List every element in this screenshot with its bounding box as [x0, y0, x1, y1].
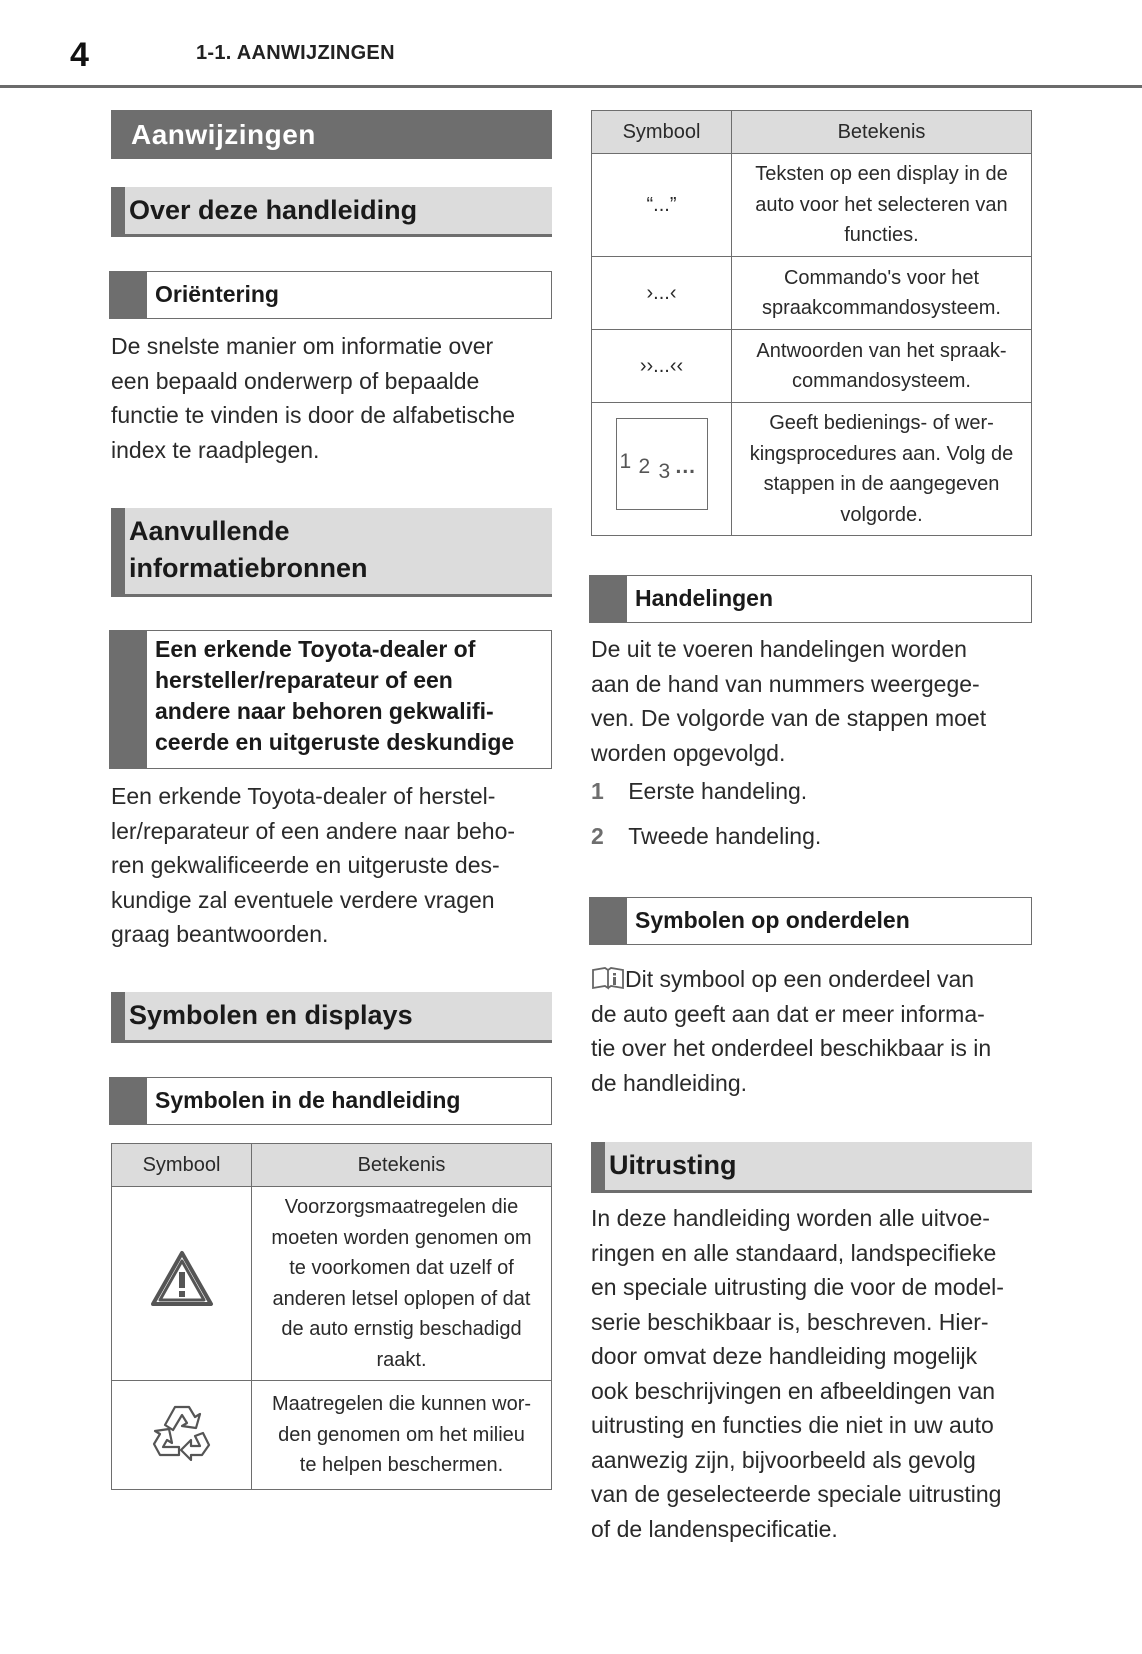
step-text: Tweede handeling. [628, 823, 822, 849]
text-line: ren gekwalificeerde en uitgeruste des- [111, 852, 500, 878]
symbol-cell [592, 403, 732, 536]
symbol-cell: “...” [592, 154, 732, 257]
text-line: worden opgevolgd. [591, 739, 786, 766]
symbol-cell [112, 1381, 252, 1490]
text-line: ler/reparateur of een andere naar beho- [111, 817, 516, 844]
cell-line: Teksten op een display in de [755, 163, 1008, 186]
table-header-row [592, 111, 1032, 154]
table-row [592, 257, 1032, 330]
symbol-cell: ››...‹‹ [592, 330, 732, 403]
dealer-text [111, 779, 561, 952]
cell-line: den genomen om het milieu [278, 1423, 525, 1446]
cell-line: functies. [844, 224, 919, 247]
symbols-table-left [111, 1143, 552, 1490]
step-text: Eerste handeling. [628, 778, 808, 804]
text-line: functie te vinden is door de alfabetische [111, 402, 516, 428]
section-equipment: Uitrusting [591, 1142, 1032, 1193]
text-line: ook beschrijvingen en afbeeldingen van [591, 1377, 996, 1404]
subsection-title-line: Een erkende Toyota-dealer of [155, 636, 476, 662]
text-span: Dit symbool op een onderdeel van [625, 966, 975, 992]
text-line: ven. De volgorde van de stappen moet [591, 705, 987, 731]
text-line: kundige zal eventuele verdere vragen [111, 886, 495, 913]
symbol-cell: ›...‹ [592, 257, 732, 330]
text-line: ringen en alle standaard, landspecifieke [591, 1239, 997, 1266]
column-header-meaning: Betekenis [252, 1144, 552, 1187]
step-sequence-icon [616, 418, 708, 510]
cell-line: commandosysteem. [792, 370, 971, 392]
chapter-title: 1-1. AANWIJZINGEN [196, 42, 395, 64]
cell-line: Maatregelen die kunnen wor- [271, 1393, 532, 1416]
cell-line: spraakcommandosysteem. [762, 297, 1001, 319]
step-ellipsis: ... [675, 455, 697, 479]
step-digit: 3 [658, 460, 671, 484]
text-line: De uit te voeren handelingen worden [591, 636, 967, 662]
actions-text [591, 632, 1041, 770]
text-line: index te raadplegen. [111, 436, 320, 463]
cell-line: Voorzorgsmaatregelen die [284, 1196, 519, 1218]
main-title: Aanwijzingen [111, 110, 552, 159]
text-line: de auto geeft aan dat er meer informa- [591, 1000, 985, 1027]
cell-line: te voorkomen dat uzelf of [289, 1257, 514, 1279]
warning-triangle-icon [150, 1250, 214, 1308]
subsection-title-line: ceerde en uitgeruste deskundige [155, 729, 515, 755]
text-line: graag beantwoorden. [111, 921, 329, 947]
step-digit: 2 [638, 455, 651, 479]
text-line: uitrusting en functies die niet in uw auto [591, 1412, 994, 1438]
equipment-text [591, 1201, 1041, 1546]
column-header-symbol: Symbool [112, 1144, 252, 1187]
cell-line: anderen letsel oplopen of dat [272, 1287, 531, 1310]
text-line: een bepaald onderwerp of bepaalde [111, 367, 480, 394]
table-row [592, 154, 1032, 257]
orientation-text [111, 329, 561, 467]
subsection-orientation: Oriëntering [109, 271, 552, 319]
meaning-cell [252, 1187, 552, 1381]
text-line: tie over het onderdeel beschikbaar is in [591, 1035, 992, 1061]
meaning-cell [732, 257, 1032, 330]
step-number: 1 [591, 778, 604, 804]
subsection-parts-symbols: Symbolen op onderdelen [589, 897, 1032, 945]
cell-line: auto voor het selecteren van [755, 193, 1008, 216]
text-line: door omvat deze handleiding mogelijk [591, 1343, 978, 1369]
meaning-cell [732, 403, 1032, 536]
manual-book-icon [591, 966, 625, 990]
section-title-line: informatiebronnen [129, 553, 368, 583]
text-line: de handleiding. [591, 1069, 748, 1096]
text-line: In deze handleiding worden alle uitvoe- [591, 1205, 990, 1231]
text-line: aan de hand van nummers weergege- [591, 670, 980, 697]
text-line: of de landenspecificatie. [591, 1515, 838, 1542]
text-line: aanwezig zijn, bijvoorbeeld als gevolg [591, 1446, 976, 1473]
step-item [591, 774, 807, 809]
symbol-cell [112, 1187, 252, 1381]
subsection-dealer [109, 630, 552, 769]
table-row [112, 1381, 552, 1490]
text-line: Een erkende Toyota-dealer of herstel- [111, 783, 496, 809]
cell-line: raakt. [376, 1348, 427, 1371]
text-line: van de geselecteerde speciale uitrusting [591, 1481, 1002, 1507]
subsection-title-line: hersteller/reparateur of een [155, 667, 453, 693]
text-line: en speciale uitrusting die voor de model- [591, 1274, 1004, 1300]
cell-line: Geeft bedienings- of wer- [769, 412, 994, 434]
table-row [112, 1187, 552, 1381]
column-header-meaning: Betekenis [732, 111, 1032, 154]
table-row [592, 330, 1032, 403]
cell-line: Commando's voor het [783, 266, 980, 289]
subsection-title-line: andere naar behoren gekwalifi- [155, 698, 494, 724]
section-about-manual: Over deze handleiding [111, 187, 552, 237]
page-number: 4 [70, 36, 89, 74]
meaning-cell [732, 330, 1032, 403]
parts-text [591, 962, 1041, 1100]
text-line: De snelste manier om informatie over [111, 333, 494, 359]
cell-line: de auto ernstig beschadigd [281, 1318, 522, 1340]
cell-line: moeten worden genomen om [271, 1226, 532, 1249]
text-line: serie beschikbaar is, beschreven. Hier- [591, 1308, 989, 1335]
recycle-icon [151, 1399, 213, 1461]
text-line [591, 962, 1041, 997]
column-header-symbol: Symbool [592, 111, 732, 154]
symbols-table-right [591, 110, 1032, 536]
table-row [592, 403, 1032, 536]
step-item [591, 819, 821, 854]
table-header-row [112, 1144, 552, 1187]
cell-line: volgorde. [840, 503, 923, 526]
step-digit: 1 [619, 450, 632, 474]
meaning-cell [732, 154, 1032, 257]
section-additional-sources [111, 508, 552, 597]
cell-line: te helpen beschermen. [299, 1454, 504, 1477]
meaning-cell [252, 1381, 552, 1490]
subsection-symbols-manual: Symbolen in de handleiding [109, 1077, 552, 1125]
header-divider [0, 85, 1142, 88]
cell-line: Antwoorden van het spraak- [756, 339, 1007, 362]
step-number: 2 [591, 823, 604, 849]
section-title-line: Aanvullende [129, 516, 290, 546]
section-symbols-displays: Symbolen en displays [111, 992, 552, 1043]
cell-line: kingsprocedures aan. Volg de [749, 442, 1014, 465]
cell-line: stappen in de aangegeven [763, 473, 1000, 495]
subsection-actions: Handelingen [589, 575, 1032, 623]
